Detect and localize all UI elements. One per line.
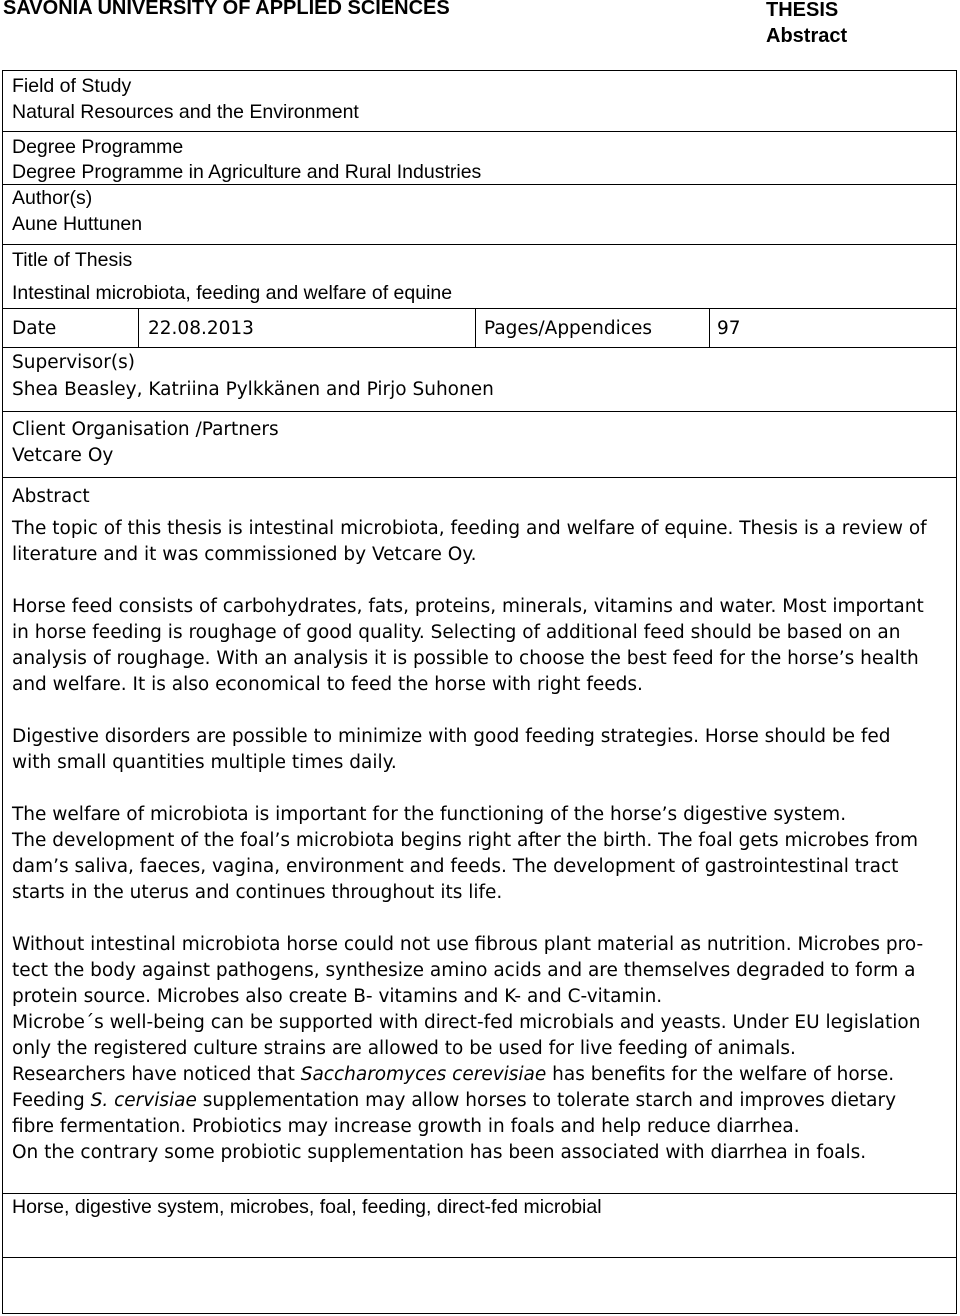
client-section — [3, 411, 956, 477]
supervisors-label: Supervisor(s) — [12, 352, 135, 373]
keywords-section — [3, 1193, 956, 1257]
field-of-study-section — [3, 71, 956, 124]
abstract-line — [12, 1088, 954, 1114]
abstract-line: protein source. Microbes also create B- vitamins and K- and C-vitamin. — [12, 986, 663, 1007]
title-section — [3, 244, 956, 308]
abstract-line: Horse feed consists of carbohydrates, fats, proteins, minerals, vitamins and water. Most important — [12, 596, 924, 617]
abstract-paragraph — [12, 724, 954, 776]
abstract-line: in horse feeding is roughage of good quality. Selecting of additional feed should be based on an — [12, 622, 901, 643]
abstract-line: and welfare. It is also economical to feed the horse with right feeds. — [12, 674, 643, 695]
abstract-line — [12, 1062, 954, 1088]
document-type — [766, 0, 847, 49]
abstract-text: Researchers have noticed that — [12, 1064, 301, 1085]
degree-programme-value: Degree Programme in Agriculture and Rural Industries — [12, 161, 482, 183]
supervisors-section — [3, 347, 956, 411]
abstract-paragraph — [12, 802, 954, 906]
abstract-line: The topic of this thesis is intestinal microbiota, feeding and welfare of equine. Thesis is a review of — [12, 518, 927, 539]
abstract-line: analysis of roughage. With an analysis it is possible to choose the best feed for the horse’s health — [12, 648, 919, 669]
pages-label: Pages/Appendices — [484, 318, 652, 339]
title-value: Intestinal microbiota, feeding and welfare of equine — [12, 282, 453, 304]
authors-section — [3, 184, 956, 244]
date-value: 22.08.2013 — [148, 318, 254, 339]
notes-section — [3, 1257, 956, 1315]
field-of-study-label: Field of Study — [12, 75, 132, 97]
authors-value: Aune Huttunen — [12, 213, 143, 235]
abstract-text: has benefits for the welfare of horse. — [546, 1064, 895, 1085]
thesis-label: THESIS — [766, 0, 839, 21]
abstract-paragraph — [12, 594, 954, 698]
field-of-study-value: Natural Resources and the Environment — [12, 101, 359, 123]
abstract-line: starts in the uterus and continues throughout its life. — [12, 882, 503, 903]
thesis-form — [2, 70, 957, 1314]
species-name: Saccharomyces cerevisiae — [300, 1064, 547, 1085]
abstract-paragraph — [12, 932, 954, 1166]
abstract-line: with small quantities multiple times daily. — [12, 752, 397, 773]
title-label: Title of Thesis — [12, 249, 133, 271]
abstract-line: Microbe´s well-being can be supported with direct-fed microbials and yeasts. Under EU legislation — [12, 1012, 921, 1033]
pages-value: 97 — [717, 318, 741, 339]
divider — [475, 309, 476, 347]
university-name: SAVONIA UNIVERSITY OF APPLIED SCIENCES — [3, 0, 450, 19]
abstract-label: Abstract — [12, 486, 90, 507]
authors-label: Author(s) — [12, 187, 93, 209]
abstract-line: fibre fermentation. Probiotics may increase growth in foals and help reduce diarrhea. — [12, 1116, 800, 1137]
client-label: Client Organisation /Partners — [12, 419, 279, 440]
abstract-line: only the registered culture strains are allowed to be used for live feeding of animals. — [12, 1038, 796, 1059]
degree-programme-label: Degree Programme — [12, 136, 184, 158]
abstract-heading: Abstract — [766, 25, 848, 47]
date-label: Date — [12, 318, 57, 339]
abstract-line: The welfare of microbiota is important for the functioning of the horse’s digestive system. — [12, 804, 847, 825]
abstract-line: dam’s saliva, faeces, vagina, environment and feeds. The development of gastrointestinal tract — [12, 856, 899, 877]
abstract-line: literature and it was commissioned by Vetcare Oy. — [12, 544, 477, 565]
abstract-line: Digestive disorders are possible to minimize with good feeding strategies. Horse should be fed — [12, 726, 891, 747]
abstract-line: On the contrary some probiotic supplementation has been associated with diarrhea in foals. — [12, 1142, 867, 1163]
page-header — [0, 0, 960, 60]
abstract-line: tect the body against pathogens, synthesize amino acids and are themselves degraded to form a — [12, 960, 916, 981]
keywords-value: Horse, digestive system, microbes, foal, feeding, direct-fed microbial — [12, 1196, 602, 1218]
abstract-text: Feeding — [12, 1090, 91, 1111]
species-name: S. cervisiae — [90, 1090, 197, 1111]
abstract-line: The development of the foal’s microbiota begins right after the birth. The foal gets microbes from — [12, 830, 919, 851]
supervisors-value: Shea Beasley, Katriina Pylkkänen and Pirjo Suhonen — [12, 379, 494, 400]
degree-programme-section — [3, 131, 956, 183]
abstract-paragraph — [12, 516, 954, 568]
divider — [709, 309, 710, 347]
abstract-line: Without intestinal microbiota horse could not use fibrous plant material as nutrition. Microbes pro- — [12, 934, 924, 955]
client-value: Vetcare Oy — [12, 445, 114, 466]
abstract-text: supplementation may allow horses to tolerate starch and improves dietary — [196, 1090, 897, 1111]
divider — [138, 309, 139, 347]
abstract-section — [3, 477, 956, 1265]
date-pages-row — [3, 308, 956, 347]
